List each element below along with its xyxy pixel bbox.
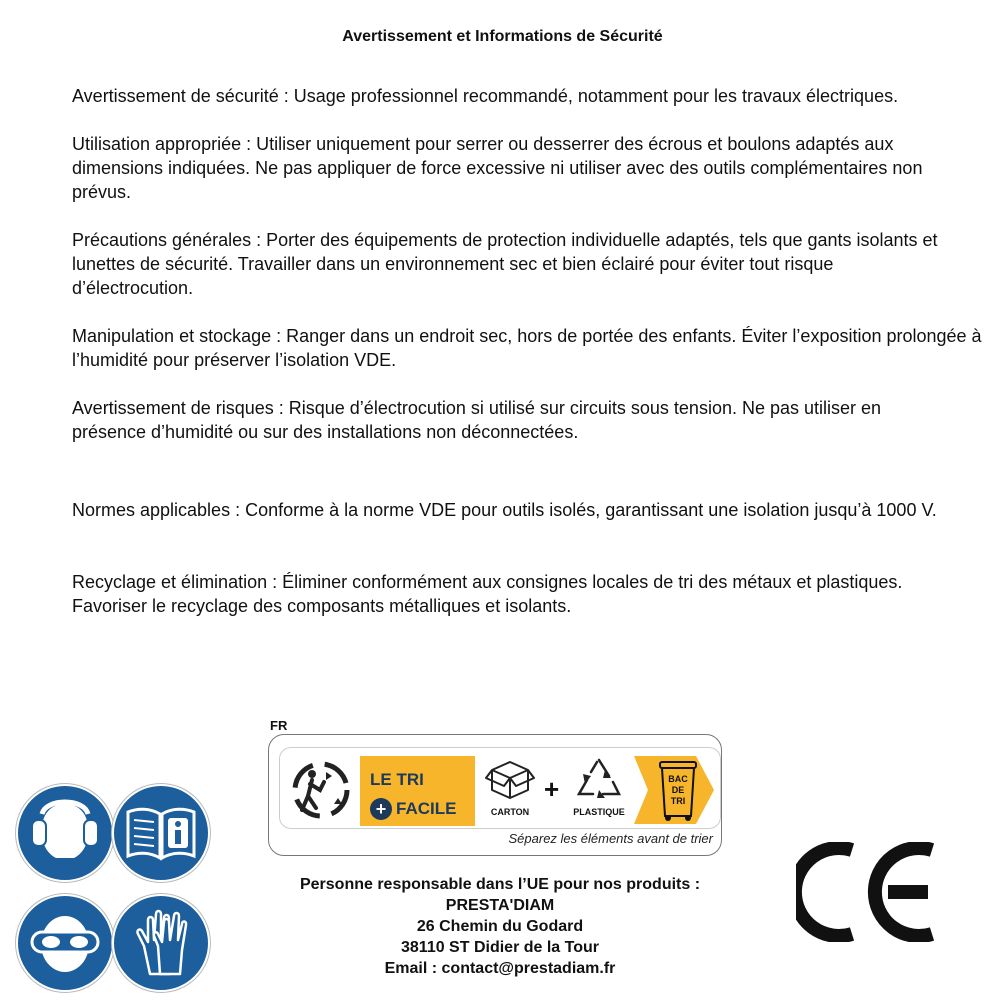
ce-mark-icon: [796, 842, 940, 942]
bac-text-2: DE: [671, 785, 685, 795]
bac-text-3: TRI: [670, 796, 686, 806]
carton-label: CARTON: [490, 807, 530, 817]
carton-item: [480, 756, 540, 817]
city-address: 38110 ST Didier de la Tour: [401, 939, 599, 956]
read-manual-icon: [112, 784, 210, 882]
risk-warning-paragraph: Avertissement de risques : Risque d’électrocution si utilisé sur circuits sous tension. Ne pas utiliser en présence d’humidité ou sur des installations non déconnectées.: [72, 398, 882, 442]
plastique-item: [564, 756, 634, 817]
plus-circle-icon: +: [370, 798, 392, 820]
le-tri-text: LE TRI: [370, 770, 424, 789]
le-tri-facile-banner: [360, 756, 475, 826]
protective-gloves-icon: [112, 894, 210, 992]
facile-row: [370, 798, 456, 820]
standards-paragraph: Normes applicables : Conforme à la norme VDE pour outils isolés, garantissant une isolation jusqu’à 1000 V.: [72, 500, 937, 520]
page-title: Avertissement et Informations de Sécurité: [342, 28, 663, 45]
tri-label: [268, 734, 722, 856]
recycling-paragraph: Recyclage et élimination : Éliminer conformément aux consignes locales de tri des métaux et plastiques. Favoriser le recyclage des composants métalliques et isolants.: [72, 572, 903, 616]
tri-subtitle: Séparez les éléments avant de trier: [508, 831, 713, 846]
ear-protection-icon: [16, 784, 114, 882]
carton-box-icon: [484, 756, 536, 800]
bac-text-1: BAC: [668, 774, 688, 784]
plus-sign: +: [544, 774, 560, 804]
company-name: PRESTA'DIAM: [445, 897, 555, 914]
safety-glasses-icon: [16, 894, 114, 992]
appropriate-use-paragraph: Utilisation appropriée : Utiliser uniquement pour serrer ou desserrer des écrous et boulons adaptés aux dimensions indiquées. Ne pas appliquer de force excessive ni utiliser avec des outils complémentaires non prévus.: [72, 134, 923, 202]
general-precautions-paragraph: Précautions générales : Porter des équipements de protection individuelle adaptés, tels que gants isolants et lunettes de sécurité. Travailler dans un environnement sec et bien éclairé pour éviter tout risque d’électrocution.: [72, 230, 938, 298]
tri-country-label: FR: [270, 718, 288, 733]
facile-text: FACILE: [396, 799, 457, 818]
safety-warning-paragraph: Avertissement de sécurité : Usage professionnel recommandé, notamment pour les travaux électriques.: [72, 86, 899, 106]
email-address: Email : contact@prestadiam.fr: [384, 960, 616, 977]
handling-storage-paragraph: Manipulation et stockage : Ranger dans un endroit sec, hors de portée des enfants. Éviter l’exposition prolongée à l’humidité pour préserver l’isolation VDE.: [72, 326, 982, 370]
plastique-label: PLASTIQUE: [573, 807, 625, 817]
bac-de-tri-icon: [658, 758, 698, 822]
responsible-heading: Personne responsable dans l’UE pour nos produits :: [299, 876, 701, 893]
responsible-person-block: [250, 874, 750, 979]
recycle-icon: [575, 756, 623, 800]
tri-label-inner: [279, 747, 721, 829]
triman-icon: [286, 752, 356, 824]
street-address: 26 Chemin du Godard: [416, 918, 584, 935]
